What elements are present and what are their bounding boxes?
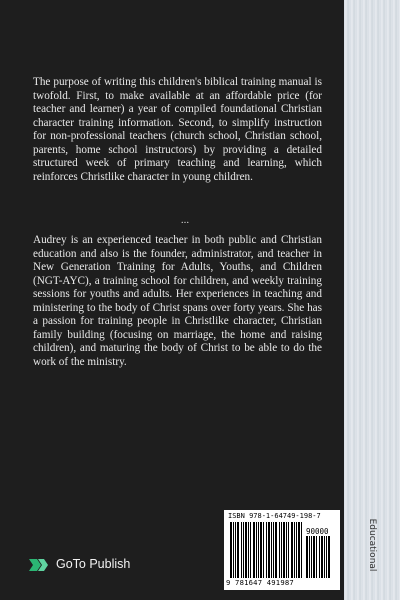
barcode-bar <box>286 522 287 578</box>
barcode-bar <box>311 536 312 578</box>
barcode-bar <box>233 522 234 578</box>
barcode-bar <box>243 522 244 578</box>
isbn-barcode <box>224 510 340 590</box>
barcode-bar <box>298 522 300 578</box>
barcode-bar <box>324 536 325 578</box>
barcode-bar <box>268 522 270 578</box>
goto-publish-logo-icon <box>26 552 52 578</box>
barcode-bar <box>291 522 293 578</box>
isbn-label: ISBN 978-1-64749-198-7 <box>228 512 321 520</box>
barcode-bar <box>260 522 262 578</box>
barcode-bar <box>230 522 232 578</box>
publisher-name: GoTo Publish <box>56 557 131 571</box>
barcode-bar <box>288 522 289 578</box>
addon-bars <box>306 536 334 578</box>
barcode-bar <box>313 536 315 578</box>
purpose-paragraph: The purpose of writing this children's biblical training manual is twofold. First, to make available at an affordable price (for teacher and learner) a year of compiled foundational Christian character training information. Second, to simplify instruction for non-professional teachers (church school, Christian school, parents, home school instructors) by providing a detailed structured week of primary teaching and learning, which reinforces Christlike character in young children. <box>33 76 322 183</box>
barcode-bar <box>256 522 257 578</box>
barcode-bar <box>235 522 236 578</box>
barcode-bar <box>245 522 247 578</box>
barcode-bar <box>279 522 280 578</box>
barcode-bar <box>281 522 282 578</box>
barcode-bar <box>326 536 327 578</box>
barcode-bar <box>263 522 264 578</box>
barcode-bar <box>306 536 308 578</box>
barcode-digits: 9 781647 491987 <box>226 578 294 587</box>
barcode-bar <box>309 536 310 578</box>
barcode-bar <box>321 536 323 578</box>
barcode-bar <box>266 522 267 578</box>
barcode-bar <box>271 522 272 578</box>
barcode-bar <box>319 536 320 578</box>
barcode-bar <box>253 522 255 578</box>
section-separator: ... <box>180 214 190 226</box>
barcode-bar <box>294 522 295 578</box>
barcode-bar <box>250 522 251 578</box>
spine-category-label: Educational <box>367 518 377 572</box>
barcode-bar <box>301 522 302 578</box>
barcode-bar <box>316 536 317 578</box>
barcode-bar <box>275 522 277 578</box>
price-code: 90000 <box>306 527 329 536</box>
barcode-bar <box>328 536 330 578</box>
barcode-bar <box>237 522 239 578</box>
ean-bars <box>230 522 304 578</box>
barcode-bar <box>273 522 274 578</box>
author-bio-paragraph: Audrey is an experienced teacher in both public and Christian education and also is the founder, administrator, and teacher in New Generation Training for Adults, Youths, and Children (NGT-AYC), a training school for children, and weekly training sessions for youths and adults. Her experiences in teaching and ministering to the body of Christ spans over forty years. She has a passion for training people in Christlike character, Christian family building (focusing on marriage, the home and raising children), and maturing the body of Christ to be able to do the work of the ministry. <box>33 234 322 368</box>
cover-spine-strip <box>344 0 400 600</box>
barcode-bar <box>241 522 242 578</box>
barcode-bar <box>296 522 297 578</box>
barcode-bar <box>258 522 259 578</box>
barcode-bar <box>248 522 249 578</box>
barcode-bar <box>283 522 285 578</box>
